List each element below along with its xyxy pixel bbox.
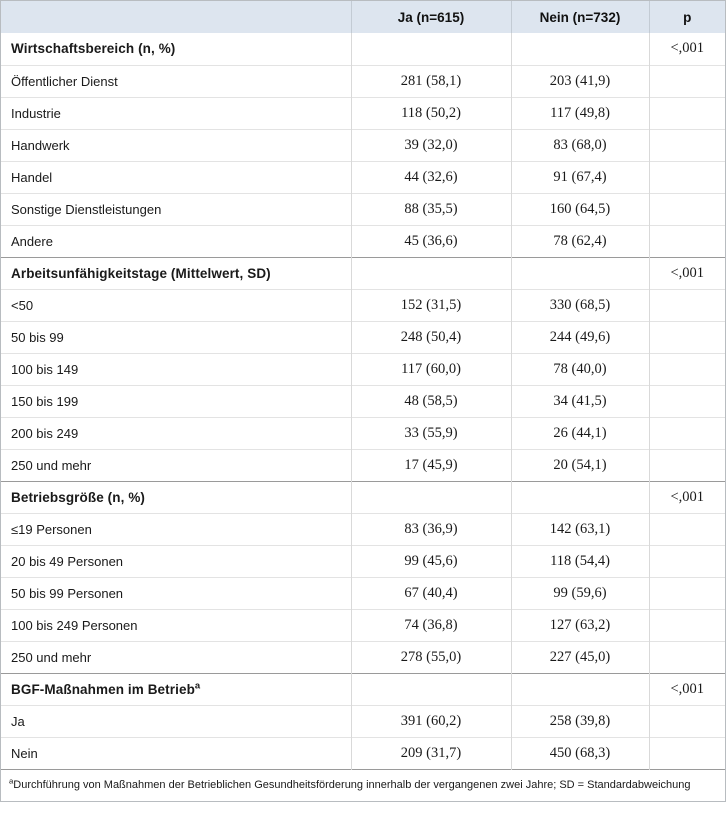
row-value-ja: 83 (36,9)	[351, 513, 511, 545]
row-value-ja: 48 (58,5)	[351, 385, 511, 417]
row-value-ja	[351, 673, 511, 705]
row-label: BGF-Maßnahmen im Betrieb$^a$	[1, 673, 351, 705]
row-value-p	[649, 641, 725, 673]
row-label: Ja	[1, 705, 351, 737]
row-label: Wirtschaftsbereich (n, %)	[1, 33, 351, 65]
row-value-ja: 67 (40,4)	[351, 577, 511, 609]
row-value-ja: 248 (50,4)	[351, 321, 511, 353]
row-value-ja: 39 (32,0)	[351, 129, 511, 161]
row-value-ja: 118 (50,2)	[351, 97, 511, 129]
row-label: 250 und mehr	[1, 449, 351, 481]
row-value-p	[649, 193, 725, 225]
row-value-nein: 99 (59,6)	[511, 577, 649, 609]
row-value-ja	[351, 33, 511, 65]
table-section-row	[1, 481, 725, 513]
header-row	[1, 1, 725, 33]
row-value-nein: 20 (54,1)	[511, 449, 649, 481]
row-value-nein: 258 (39,8)	[511, 705, 649, 737]
row-label-footnote-marker: a	[194, 680, 201, 691]
row-value-nein: 78 (62,4)	[511, 225, 649, 257]
row-label: Sonstige Dienstleistungen	[1, 193, 351, 225]
footnote-text: Durchführung von Maßnahmen der Betrieblichen Gesundheitsförderung innerhalb der vergangenen zwei Jahre; SD = Standardabweichung	[13, 779, 691, 792]
row-value-nein	[511, 673, 649, 705]
table-row	[1, 737, 725, 769]
row-label: 50 bis 99	[1, 321, 351, 353]
row-value-p	[649, 97, 725, 129]
row-value-p	[649, 129, 725, 161]
row-value-nein: 160 (64,5)	[511, 193, 649, 225]
row-value-nein: 142 (63,1)	[511, 513, 649, 545]
row-value-p	[649, 161, 725, 193]
row-value-p	[649, 609, 725, 641]
footnote-marker: a	[9, 776, 14, 786]
row-value-ja: 117 (60,0)	[351, 353, 511, 385]
row-value-nein: 34 (41,5)	[511, 385, 649, 417]
row-label: 150 bis 199	[1, 385, 351, 417]
row-value-ja: 152 (31,5)	[351, 289, 511, 321]
row-value-nein	[511, 481, 649, 513]
row-value-p	[649, 513, 725, 545]
row-value-p	[649, 65, 725, 97]
row-value-nein: 330 (68,5)	[511, 289, 649, 321]
row-value-ja: 278 (55,0)	[351, 641, 511, 673]
row-value-nein	[511, 33, 649, 65]
table-row	[1, 641, 725, 673]
row-label: Arbeitsunfähigkeitstage (Mittelwert, SD)	[1, 257, 351, 289]
row-label: 100 bis 249 Personen	[1, 609, 351, 641]
row-value-p	[649, 289, 725, 321]
row-value-nein: 83 (68,0)	[511, 129, 649, 161]
row-value-ja: 74 (36,8)	[351, 609, 511, 641]
row-value-nein: 450 (68,3)	[511, 737, 649, 769]
row-value-nein: 78 (40,0)	[511, 353, 649, 385]
table-footnote-row	[1, 769, 725, 801]
row-value-ja	[351, 481, 511, 513]
row-label: 20 bis 49 Personen	[1, 545, 351, 577]
table-row	[1, 417, 725, 449]
row-value-p: <,001	[649, 257, 725, 289]
row-value-nein: 227 (45,0)	[511, 641, 649, 673]
row-value-nein: 118 (54,4)	[511, 545, 649, 577]
row-label: 100 bis 149	[1, 353, 351, 385]
row-value-nein: 26 (44,1)	[511, 417, 649, 449]
table-row	[1, 513, 725, 545]
row-value-p: <,001	[649, 33, 725, 65]
table-row	[1, 449, 725, 481]
table-row	[1, 385, 725, 417]
row-value-nein: 117 (49,8)	[511, 97, 649, 129]
row-value-ja: 33 (55,9)	[351, 417, 511, 449]
table-row	[1, 161, 725, 193]
row-value-p	[649, 225, 725, 257]
row-label: 200 bis 249	[1, 417, 351, 449]
table-row	[1, 65, 725, 97]
row-value-p	[649, 577, 725, 609]
row-value-p	[649, 705, 725, 737]
row-value-ja: 44 (32,6)	[351, 161, 511, 193]
row-label: 250 und mehr	[1, 641, 351, 673]
row-label: Nein	[1, 737, 351, 769]
row-label: Handel	[1, 161, 351, 193]
table-body	[1, 33, 725, 801]
row-value-p	[649, 353, 725, 385]
row-value-ja: 281 (58,1)	[351, 65, 511, 97]
row-value-ja: 17 (45,9)	[351, 449, 511, 481]
table-row	[1, 193, 725, 225]
table-footnote	[1, 769, 725, 801]
row-value-ja: 209 (31,7)	[351, 737, 511, 769]
row-label: Handwerk	[1, 129, 351, 161]
statistics-table	[1, 1, 725, 801]
table-section-row	[1, 33, 725, 65]
row-value-ja: 45 (36,6)	[351, 225, 511, 257]
row-label: Betriebsgröße (n, %)	[1, 481, 351, 513]
table-row	[1, 577, 725, 609]
row-value-p	[649, 385, 725, 417]
row-label: <50	[1, 289, 351, 321]
table-section-row	[1, 257, 725, 289]
row-value-p	[649, 545, 725, 577]
row-label: ≤19 Personen	[1, 513, 351, 545]
table-header	[1, 1, 725, 33]
table-row	[1, 225, 725, 257]
table-row	[1, 705, 725, 737]
row-value-nein: 203 (41,9)	[511, 65, 649, 97]
table-row	[1, 129, 725, 161]
row-value-p	[649, 417, 725, 449]
table-row	[1, 289, 725, 321]
row-value-p	[649, 449, 725, 481]
row-value-nein: 91 (67,4)	[511, 161, 649, 193]
table-row	[1, 353, 725, 385]
row-label: Öffentlicher Dienst	[1, 65, 351, 97]
row-value-ja: 88 (35,5)	[351, 193, 511, 225]
row-value-ja: 99 (45,6)	[351, 545, 511, 577]
row-label: 50 bis 99 Personen	[1, 577, 351, 609]
row-value-ja: 391 (60,2)	[351, 705, 511, 737]
column-header-ja: Ja (n=615)	[351, 1, 511, 33]
row-value-ja	[351, 257, 511, 289]
table-row	[1, 97, 725, 129]
row-value-nein	[511, 257, 649, 289]
table-row	[1, 545, 725, 577]
row-value-p: <,001	[649, 481, 725, 513]
row-value-nein: 244 (49,6)	[511, 321, 649, 353]
row-value-p	[649, 737, 725, 769]
column-header-p: p	[649, 1, 725, 33]
column-header-nein: Nein (n=732)	[511, 1, 649, 33]
row-label: Industrie	[1, 97, 351, 129]
row-value-p: <,001	[649, 673, 725, 705]
row-value-p	[649, 321, 725, 353]
row-label: Andere	[1, 225, 351, 257]
table-section-row	[1, 673, 725, 705]
column-header-label	[1, 1, 351, 33]
table-row	[1, 609, 725, 641]
table-row	[1, 321, 725, 353]
row-value-nein: 127 (63,2)	[511, 609, 649, 641]
